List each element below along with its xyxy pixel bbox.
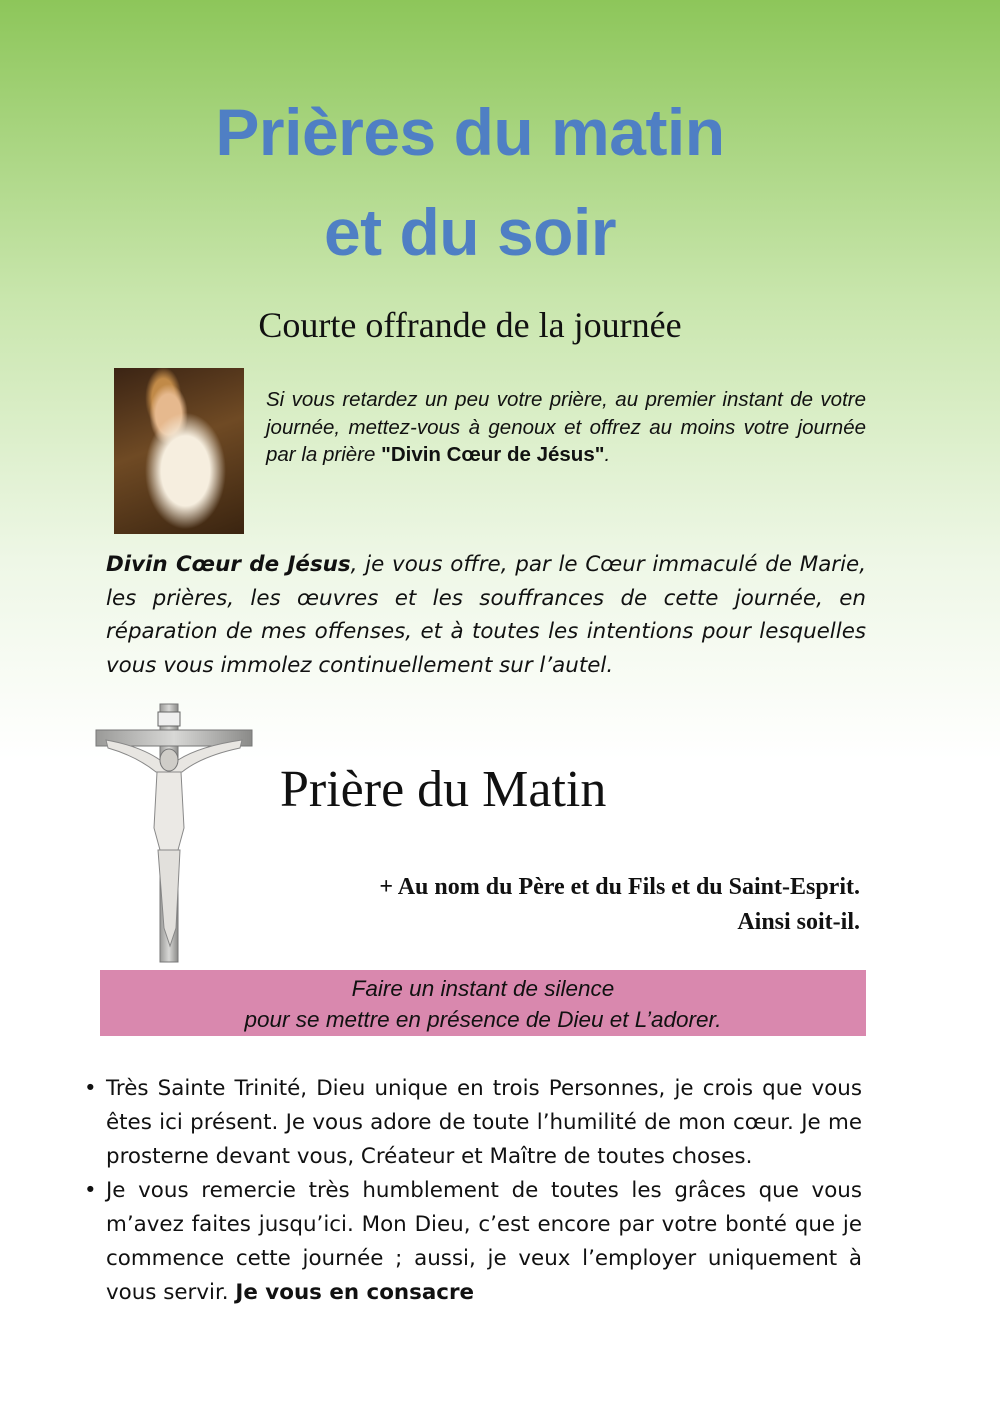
bullet-text: Je vous remercie très humblement de toutes les grâces que vous m’avez faites jusqu’ici. Mon Dieu, c’est encore par votre bonté que je commence cette journée ; aussi, je veux l’employer uniquement à vous servir. <box>106 1178 862 1305</box>
offering-prayer <box>106 548 866 682</box>
silence-line-2: pour se mettre en présence de Dieu et L’adorer. <box>244 1007 722 1032</box>
prayer-bullet-list <box>84 1072 862 1310</box>
silence-instruction-box <box>100 970 866 1036</box>
bullet-marker: • <box>84 1178 97 1203</box>
list-item <box>84 1072 862 1174</box>
offering-lead: Divin Cœur de Jésus <box>106 552 351 577</box>
bullet-marker: • <box>84 1076 97 1101</box>
praying-child-image <box>114 368 244 534</box>
section-subtitle: Courte offrande de la journée <box>258 305 682 345</box>
sign-of-cross <box>240 870 860 940</box>
title-line-2: et du soir <box>323 195 617 269</box>
morning-prayer-heading: Prière du Matin <box>280 761 607 818</box>
intro-text: Si vous retardez un peu votre prière, au premier instant de votre journée, mettez-vous à genoux et offrez au moins votre journée par la prière <box>266 388 866 466</box>
list-item <box>84 1174 862 1310</box>
page-title <box>0 82 940 282</box>
sign-line-2: Ainsi soit-il. <box>737 909 860 935</box>
bullet-bold: Je vous en consacre <box>235 1280 475 1305</box>
title-line-1: Prières du matin <box>215 95 725 169</box>
crucifix-image <box>90 700 258 966</box>
silence-line-1: Faire un instant de silence <box>351 976 615 1001</box>
intro-end: . <box>604 443 611 466</box>
sign-line-1: + Au nom du Père et du Fils et du Saint-Esprit. <box>379 874 860 900</box>
intro-paragraph <box>266 386 866 469</box>
offering-text: , je vous offre, par le Cœur immaculé de Marie, les prières, les œuvres et les souffrances de cette journée, en réparation de mes offenses, et à toutes les intentions pour lesquelles vous vous immolez continuellement sur l’autel. <box>106 552 866 678</box>
intro-emphasis: "Divin Cœur de Jésus" <box>381 443 605 466</box>
bullet-text: Très Sainte Trinité, Dieu unique en trois Personnes, je crois que vous êtes ici présent. Je vous adore de toute l’humilité de mon cœur. Je me prosterne devant vous, Créateur et Maître de toutes choses. <box>106 1076 862 1169</box>
